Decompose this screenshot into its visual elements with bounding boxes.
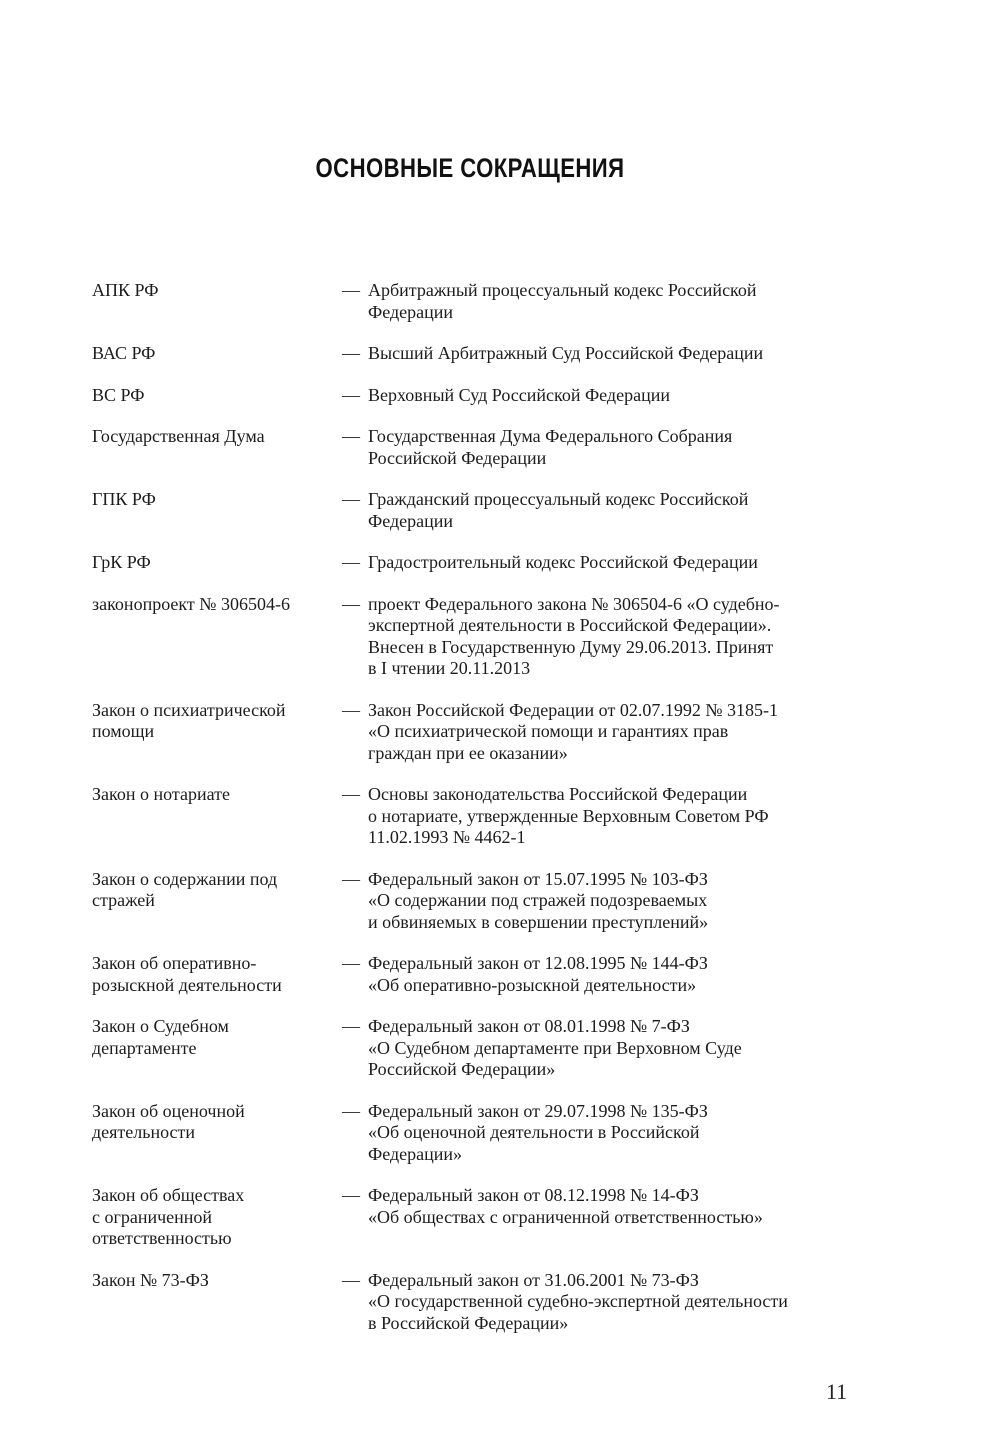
dash-separator: —: [342, 953, 360, 973]
abbreviation-term: [92, 1016, 342, 1081]
definition-line: 11.02.1993 № 4462-1: [368, 827, 526, 847]
dash-separator: —: [342, 343, 360, 363]
abbreviation-term: [92, 343, 342, 365]
definition-line: Высший Арбитражный Суд Российской Федерации: [368, 343, 764, 363]
definition-line: в I чтении 20.11.2013: [368, 658, 531, 678]
dash-separator: —: [342, 699, 360, 720]
definition-line: граждан при ее оказании»: [368, 742, 568, 763]
abbreviation-definition: [368, 280, 862, 323]
abbreviation-definition: [368, 869, 862, 934]
term-line: Закон об обществах: [92, 1185, 245, 1205]
dash-separator: —: [342, 1269, 360, 1290]
abbreviation-entry: [92, 426, 862, 469]
abbreviation-term: [92, 1270, 342, 1335]
abbreviation-definition: [368, 1270, 862, 1335]
definition-line: Федерации: [368, 510, 454, 531]
definition-line: Закон Российской Федерации от 02.07.1992 № 3185-1: [368, 699, 778, 720]
definition-line: и обвиняемых в совершении преступлений»: [368, 911, 709, 932]
term-line: ГрК РФ: [92, 552, 151, 572]
definition-line: о нотариате, утвержденные Верховным Советом РФ: [368, 805, 769, 826]
abbreviations-list: [92, 280, 862, 1334]
term-line: деятельности: [92, 1122, 196, 1142]
abbreviation-definition: [368, 426, 862, 469]
dash-separator: —: [342, 1185, 360, 1205]
definition-line: Федерации»: [368, 1143, 463, 1164]
term-line: розыскной деятельности: [92, 974, 282, 995]
term-line: ВС РФ: [92, 384, 145, 405]
abbreviation-term: [92, 426, 342, 469]
term-line: стражей: [92, 890, 155, 910]
page-number: 11: [826, 1379, 848, 1404]
abbreviation-term: [92, 953, 342, 996]
term-line: департаменте: [92, 1037, 197, 1058]
term-line: с ограниченной: [92, 1206, 213, 1227]
term-line: ВАС РФ: [92, 343, 156, 363]
abbreviation-entry: [92, 1101, 862, 1166]
abbreviation-definition: [368, 385, 862, 407]
term-line: АПК РФ: [92, 280, 159, 300]
abbreviation-term: [92, 385, 342, 407]
definition-line: Федеральный закон от 08.12.1998 № 14-ФЗ: [368, 1185, 699, 1205]
abbreviation-term: [92, 594, 342, 680]
definition-line: Верховный Суд Российской Федерации: [368, 384, 670, 405]
abbreviation-definition: [368, 1185, 862, 1250]
dash-separator: —: [342, 593, 360, 614]
definition-line: «Об оценочной деятельности в Российской: [368, 1122, 700, 1142]
abbreviation-entry: [92, 594, 862, 680]
definition-line: Государственная Дума Федерального Собрания: [368, 426, 733, 446]
definition-line: Федеральный закон от 31.06.2001 № 73-ФЗ: [368, 1269, 699, 1290]
definition-line: Федеральный закон от 29.07.1998 № 135-ФЗ: [368, 1100, 708, 1121]
definition-line: «О содержании под стражей подозреваемых: [368, 890, 708, 910]
dash-separator: —: [342, 868, 360, 889]
term-line: Закон о психиатрической: [92, 699, 286, 720]
definition-line: Федерации: [368, 301, 454, 322]
definition-line: «Об оперативно-розыскной деятельности»: [368, 974, 697, 995]
abbreviation-term: [92, 280, 342, 323]
page-title: ОСНОВНЫЕ СОКРАЩЕНИЯ: [315, 153, 625, 183]
abbreviation-definition: [368, 1016, 862, 1081]
dash-separator: —: [342, 489, 360, 509]
abbreviation-entry: [92, 953, 862, 996]
abbreviation-definition: [368, 784, 862, 849]
definition-line: Российской Федерации: [368, 447, 547, 468]
abbreviation-term: [92, 1101, 342, 1166]
dash-separator: —: [342, 384, 360, 405]
abbreviation-entry: [92, 784, 862, 849]
dash-separator: —: [342, 1016, 360, 1036]
definition-line: экспертной деятельности в Российской Федерации».: [368, 615, 772, 635]
term-line: Закон о Судебном: [92, 1016, 229, 1036]
definition-line: «О психиатрической помощи и гарантиях прав: [368, 721, 729, 741]
abbreviation-entry: [92, 280, 862, 323]
abbreviation-term: [92, 700, 342, 765]
definition-line: Федеральный закон от 12.08.1995 № 144-ФЗ: [368, 953, 708, 973]
dash-separator: —: [342, 552, 360, 572]
abbreviation-entry: [92, 385, 862, 407]
abbreviation-entry: [92, 489, 862, 532]
definition-line: Гражданский процессуальный кодекс Российской: [368, 489, 749, 509]
term-line: ГПК РФ: [92, 489, 156, 509]
abbreviation-definition: [368, 953, 862, 996]
dash-separator: —: [342, 1100, 360, 1121]
term-line: помощи: [92, 721, 155, 741]
abbreviation-term: [92, 784, 342, 849]
abbreviation-entry: [92, 869, 862, 934]
definition-line: «Об обществах с ограниченной ответственностью»: [368, 1206, 763, 1227]
abbreviation-entry: [92, 1016, 862, 1081]
term-line: Закон об оперативно-: [92, 953, 257, 973]
abbreviation-entry: [92, 1185, 862, 1250]
term-line: Закон об оценочной: [92, 1100, 245, 1121]
abbreviation-term: [92, 489, 342, 532]
dash-separator: —: [342, 784, 360, 804]
definition-line: Федеральный закон от 08.01.1998 № 7-ФЗ: [368, 1016, 690, 1036]
abbreviation-entry: [92, 1270, 862, 1335]
abbreviation-term: [92, 1185, 342, 1250]
term-line: Государственная Дума: [92, 426, 265, 446]
abbreviation-term: [92, 869, 342, 934]
definition-line: Основы законодательства Российской Федерации: [368, 784, 748, 804]
term-line: Закон № 73-ФЗ: [92, 1269, 209, 1290]
definition-line: «О государственной судебно-экспертной деятельности: [368, 1291, 788, 1311]
abbreviation-definition: [368, 343, 862, 365]
dash-separator: —: [342, 280, 360, 300]
definition-line: Федеральный закон от 15.07.1995 № 103-ФЗ: [368, 868, 708, 889]
definition-line: проект Федерального закона № 306504-6 «О судебно-: [368, 593, 780, 614]
abbreviation-entry: [92, 552, 862, 574]
abbreviation-term: [92, 552, 342, 574]
definition-line: Российской Федерации»: [368, 1059, 556, 1079]
term-line: ответственностью: [92, 1228, 232, 1248]
abbreviation-definition: [368, 594, 862, 680]
dash-separator: —: [342, 426, 360, 446]
term-line: Закон о содержании под: [92, 868, 278, 889]
definition-line: «О Судебном департаменте при Верховном Суде: [368, 1037, 742, 1058]
term-line: Закон о нотариате: [92, 784, 230, 804]
abbreviation-definition: [368, 1101, 862, 1166]
abbreviation-definition: [368, 552, 862, 574]
definition-line: Градостроительный кодекс Российской Федерации: [368, 552, 758, 572]
abbreviation-definition: [368, 700, 862, 765]
definition-line: Арбитражный процессуальный кодекс Российской: [368, 280, 757, 300]
abbreviation-entry: [92, 343, 862, 365]
abbreviation-entry: [92, 700, 862, 765]
definition-line: в Российской Федерации»: [368, 1312, 569, 1333]
abbreviation-definition: [368, 489, 862, 532]
term-line: законопроект № 306504-6: [92, 593, 290, 614]
definition-line: Внесен в Государственную Думу 29.06.2013. Принят: [368, 636, 774, 657]
